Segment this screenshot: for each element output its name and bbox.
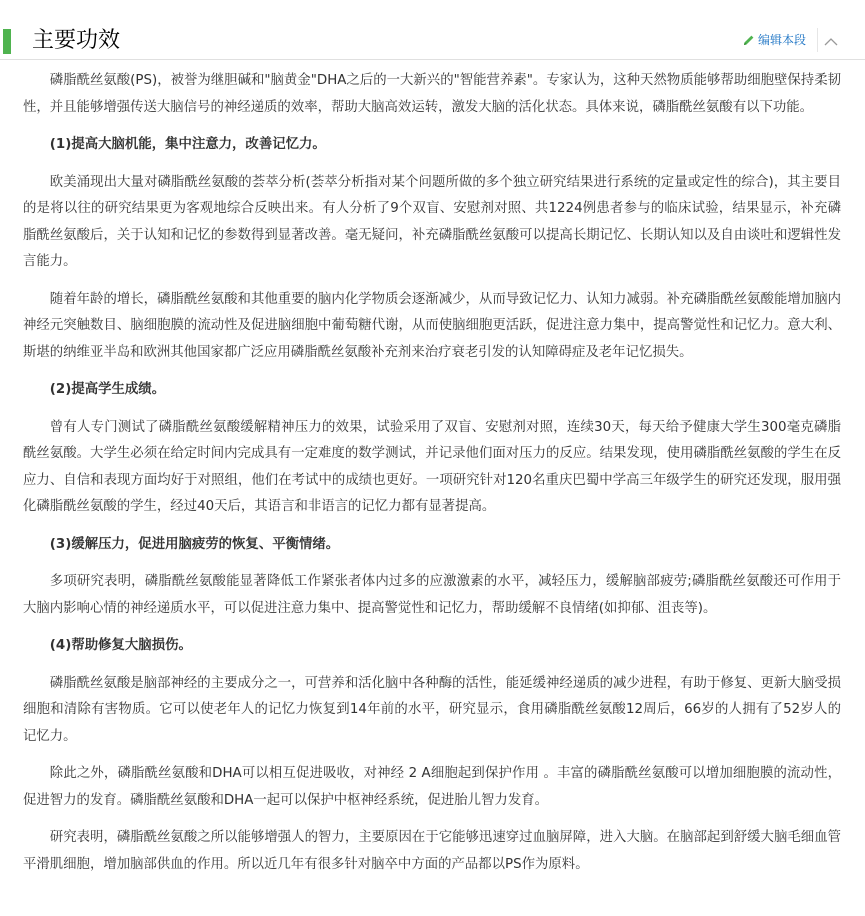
section-title: 主要功效 bbox=[32, 28, 121, 53]
subheading: (1)提高大脑机能，集中注意力，改善记忆力。 bbox=[49, 137, 326, 152]
paragraph: 欧美涌现出大量对磷脂酰丝氨酸的荟萃分析(荟萃分析指对某个问题所做的多个独立研究结果进行系统的定量或定性的综合)，其主要目的是将以往的研究结果更为客观地综合反映出来。有人分析了9个双盲、安慰剂对照、共1224例患者参与的临床试验，结果显示，补充磷脂酰丝氨酸后，关于认知和记忆的参数得到显著改善。毫无疑问，补充磷脂酰丝氨酸可以提高长期记忆、长期认知以及自由谈吐和逻辑性发言能力。 bbox=[23, 174, 841, 269]
edit-section-label: 编辑本段 bbox=[757, 33, 806, 47]
paragraph: 曾有人专门测试了磷脂酰丝氨酸缓解精神压力的效果，试验采用了双盲、安慰剂对照，连续30天，每天给予健康大学生300毫克磷脂酰丝氨酸。大学生必须在给定时间内完成具有一定难度的数学测试，并记录他们面对压力的反应。结果发现，使用磷脂酰丝氨酸的学生在反应力、自信和表现方面均好于对照组，他们在考试中的成绩也更好。一项研究针对120名重庆巴蜀中学高三年级学生的研究还发现，服用强化磷脂酰丝氨酸的学生，经过40天后，其语言和非语言的记忆力都有显著提高。 bbox=[23, 419, 841, 514]
paragraph: 研究表明，磷脂酰丝氨酸之所以能够增强人的智力，主要原因在于它能够迅速穿过血脑屏障，进入大脑。在脑部起到舒缓大脑毛细血管平滑肌细胞，增加脑部供血的作用。所以近几年有很多针对脑卒中方面的产品都以PS作为原料。 bbox=[23, 830, 841, 872]
paragraph: 磷脂酰丝氨酸(PS)，被誉为继胆碱和"脑黄金"DHA之后的一大新兴的"智能营养素"。专家认为，这种天然物质能够帮助细胞壁保持柔韧性，并且能够增强传送大脑信号的神经递质的效率，帮助大脑高效运转，激发大脑的活化状态。具体来说，磷脂酰丝氨酸有以下功能。 bbox=[23, 73, 841, 115]
collapse-section-button[interactable] bbox=[817, 28, 843, 52]
section-accent-bar bbox=[3, 29, 11, 54]
chevron-up-icon bbox=[824, 31, 838, 50]
subheading: (2)提高学生成绩。 bbox=[49, 382, 166, 397]
subheading: (3)缓解压力，促进用脑疲劳的恢复、平衡情绪。 bbox=[49, 536, 340, 552]
subheading: (4)帮助修复大脑损伤。 bbox=[49, 638, 192, 653]
paragraph: 随着年龄的增长，磷脂酰丝氨酸和其他重要的脑内化学物质会逐渐减少，从而导致记忆力、认知力减弱。补充磷脂酰丝氨酸能增加脑内神经元突触数目、脑细胞膜的流动性及促进脑细胞中葡萄糖代谢，从而使脑细胞更活跃，促进注意力集中，提高警觉性和记忆力。意大利、斯堪的纳维亚半岛和欧洲其他国家都广泛应用磷脂酰丝氨酸补充剂来治疗衰老引发的认知障碍症及老年记忆损失。 bbox=[23, 291, 841, 360]
section-content bbox=[23, 68, 841, 889]
pencil-icon bbox=[743, 34, 755, 46]
edit-section-link[interactable] bbox=[743, 32, 806, 48]
section-header bbox=[0, 26, 865, 60]
paragraph: 多项研究表明，磷脂酰丝氨酸能显著降低工作紧张者体内过多的应激激素的水平，减轻压力，缓解脑部疲劳;磷脂酰丝氨酸还可作用于大脑内影响心情的神经递质水平，可以促进注意力集中、提高警觉性和记忆力，帮助缓解不良情绪(如抑郁、沮丧等)。 bbox=[23, 574, 841, 616]
paragraph: 除此之外，磷脂酰丝氨酸和DHA可以相互促进吸收，对神经 2 A细胞起到保护作用 。丰富的磷脂酰丝氨酸可以增加细胞膜的流动性，促进智力的发育。磷脂酰丝氨酸和DHA一起可以保护中枢神经系统，促进胎儿智力发育。 bbox=[23, 766, 841, 808]
paragraph: 磷脂酰丝氨酸是脑部神经的主要成分之一，可营养和活化脑中各种酶的活性，能延缓神经递质的减少进程，有助于修复、更新大脑受损细胞和清除有害物质。它可以使老年人的记忆力恢复到14年前的水平，研究显示，食用磷脂酰丝氨酸12周后，66岁的人拥有了52岁人的记忆力。 bbox=[23, 675, 841, 744]
